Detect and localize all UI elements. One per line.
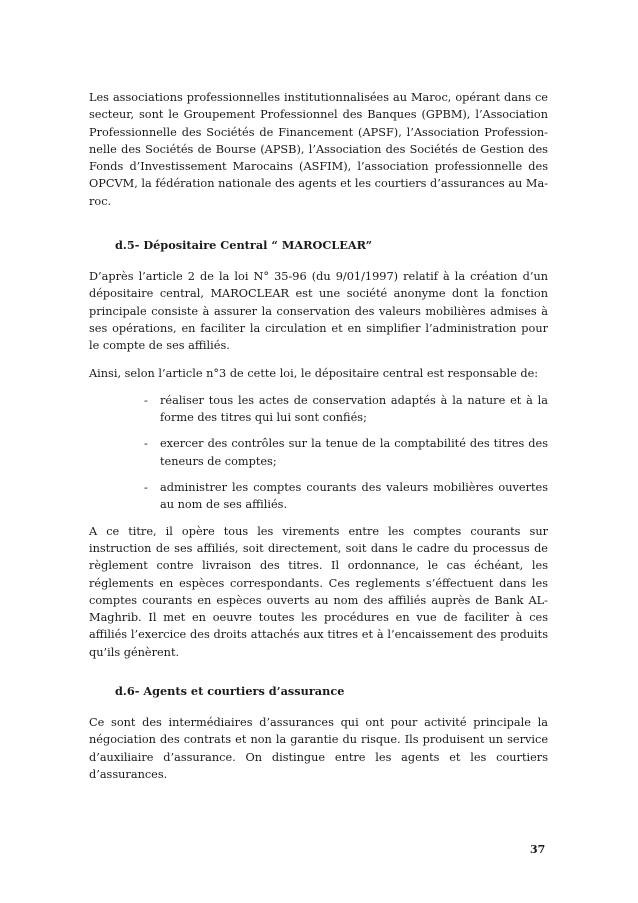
- page-content: [89, 89, 548, 783]
- responsibility-list: [89, 392, 548, 514]
- list-item: [89, 435, 548, 470]
- paragraph-d6-1: Ce sont des intermédiaires d’assurances qui ont pour activité principale la négociation des contrats et non la garantie du risque. Ils produisent un service d’auxiliaire d’assurance. On distingue entre les agents et les courtiers d’assurances.: [89, 716, 548, 781]
- section-heading-d5: d.5- Dépositaire Central “ MAROCLEAR”: [115, 238, 373, 253]
- paragraph-d5-1: D’après l’article 2 de la loi N° 35-96 (du 9/01/1997) relatif à la création d’un dépositaire central, MAROCLEAR est une société anonyme dont la fonction principale consiste à assurer la conservation des valeurs mobilières admises à ses opérations, en faciliter la circulation et en simplifier l’administration pour le compte de ses affiliés.: [89, 270, 548, 353]
- paragraph-d5-3: A ce titre, il opère tous les virements entre les comptes courants sur instruction de ses affiliés, soit directement, soit dans le cadre du processus de règlement contre livraison des titres. Il ordonnance, le cas échéant, les réglements en espèces correspondants. Ces reglements s’éffectuent dans les comptes courants en espèces ouverts au nom des affiliés auprès de Bank AL-Maghrib. Il met en oeuvre toutes les procédures en vue de faciliter à ces affiliés l’exercice des droits attachés aux titres et à l’encaissement des produits qu’ils génèrent.: [89, 524, 548, 659]
- intro-paragraph: Les associations professionnelles institutionnalisées au Maroc, opérant dans ce secteur, sont le Groupement Professionnel des Banques (GPBM), l’Association Professionnelle des Sociétés de Financement (APSF), l’Association Profession-nelle des Sociétés de Bourse (APSB), l’Association des Sociétés de Gestion des Fonds d’Investissement Marocains (ASFIM), l’association professionnelle des OPCVM, la fédération nationale des agents et les courtiers d’assurances au Ma-roc.: [89, 91, 549, 208]
- page-number: 37: [530, 843, 546, 856]
- list-item: [89, 479, 548, 514]
- list-dash: -: [144, 481, 148, 495]
- paragraph-d5-2: Ainsi, selon l’article n°3 de cette loi, le dépositaire central est responsable de:: [89, 366, 539, 380]
- list-item: [89, 392, 548, 427]
- list-item-text: réaliser tous les actes de conservation adaptés à la nature et à la forme des titres qui lui sont confiés;: [160, 393, 548, 425]
- section-heading-d6: d.6- Agents et courtiers d’assurance: [115, 684, 345, 699]
- list-dash: -: [144, 437, 148, 451]
- list-dash: -: [144, 393, 148, 407]
- list-item-text: administrer les comptes courants des valeurs mobilières ouvertes au nom de ses affiliés.: [160, 481, 548, 512]
- list-item-text: exercer des contrôles sur la tenue de la comptabilité des titres des teneurs de comptes;: [160, 437, 548, 468]
